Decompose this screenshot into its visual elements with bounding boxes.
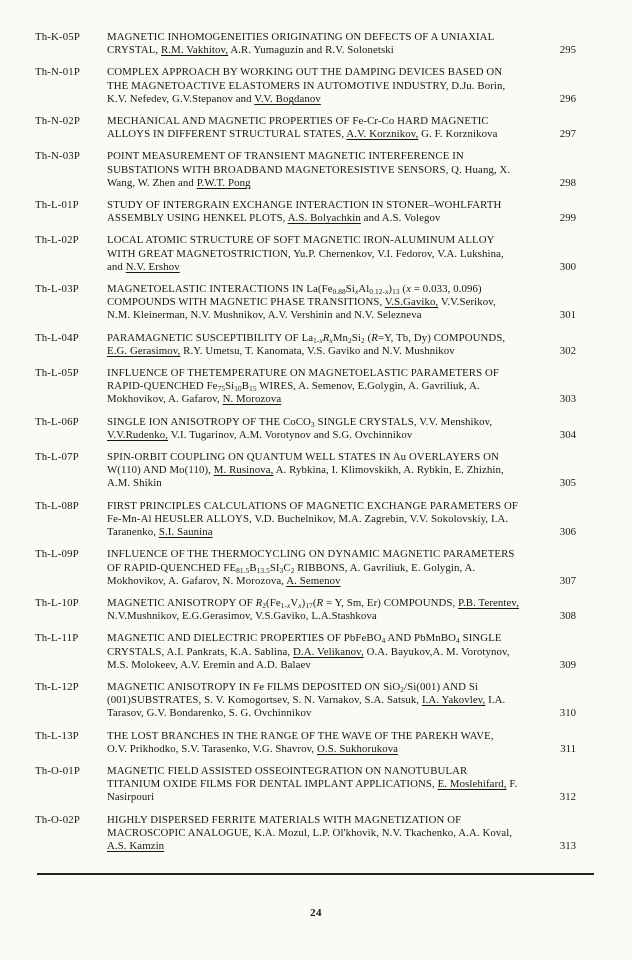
entry-code: Th-L-11P: [35, 632, 79, 645]
entry-page-number: 301: [559, 309, 576, 322]
entry-code: Th-L-08P: [35, 499, 79, 512]
toc-entry: [35, 234, 576, 274]
entry-code: Th-L-09P: [35, 548, 79, 561]
entry-code: Th-O-01P: [35, 764, 80, 777]
toc-list: [35, 31, 576, 862]
entry-code: Th-L-03P: [35, 283, 79, 296]
entry-code: Th-L-05P: [35, 367, 79, 380]
toc-entry: [35, 730, 576, 756]
toc-entry: [35, 500, 576, 540]
entry-text: THE LOST BRANCHES IN THE RANGE OF THE WAVE OF THE PAREKH WAVE, O.V. Prikhodko, S.V. Tarasenko, V.G. Shavrov, O.S. Sukhorukova: [107, 729, 494, 755]
entry-code: Th-L-02P: [35, 234, 79, 247]
toc-entry: [35, 367, 576, 407]
toc-entry: [35, 814, 576, 854]
toc-entry: [35, 283, 576, 323]
entry-text: LOCAL ATOMIC STRUCTURE OF SOFT MAGNETIC IRON-ALUMINUM ALLOY WITH GREAT MAGNETOSTRICTION, Yu.P. Chernenkov, V.I. Fedorov, V.A. Lukshina, and N.V. Ershov: [107, 234, 504, 273]
entry-page-number: 310: [559, 707, 576, 720]
entry-text: MAGNETIC FIELD ASSISTED OSSEOINTEGRATION ON NANOTUBULAR TITANIUM OXIDE FILMS FOR DENTAL IMPLANT APPLICATIONS, E. Moslehifard, F. Nasirpouri: [107, 764, 518, 804]
entry-page-number: 313: [559, 839, 576, 852]
entry-text: MECHANICAL AND MAGNETIC PROPERTIES OF Fe-Cr-Co HARD MAGNETIC ALLOYS IN DIFFERENT STRUCTURAL STATES, A.V. Korznikov, G. F. Korznikova: [107, 115, 498, 141]
entry-code: Th-N-03P: [35, 150, 80, 163]
toc-entry: [35, 115, 576, 141]
entry-code: Th-O-02P: [35, 813, 80, 826]
entry-code: Th-L-13P: [35, 729, 79, 742]
entry-page-number: 295: [559, 44, 576, 57]
entry-text: SPIN-ORBIT COUPLING ON QUANTUM WELL STATES IN Au OVERLAYERS ON W(110) AND Mo(110), M. Rusinova, A. Rybkina, I. Klimovskikh, A. Rybkin, E. Zhizhin, A.M. Shikin: [107, 451, 504, 490]
toc-entry: [35, 765, 576, 805]
entry-code: Th-N-02P: [35, 115, 80, 128]
toc-entry: [35, 31, 576, 57]
entry-page-number: 309: [559, 658, 576, 671]
entry-page-number: 298: [559, 176, 576, 189]
entry-text: FIRST PRINCIPLES CALCULATIONS OF MAGNETIC EXCHANGE PARAMETERS OF Fe-Mn-Al HEUSLER ALLOYS, V.D. Buchelnikov, M.A. Zagrebin, V.V. Sokolovskiy, I.A. Taranenko, S.I. Saunina: [107, 499, 519, 539]
entry-text: HIGHLY DISPERSED FERRITE MATERIALS WITH MAGNETIZATION OF MACROSCOPIC ANALOGUE, K.A. Mozul, L.P. Ol'khovik, N.V. Tkachenko, A.A. Koval, A.S. Kamzin: [107, 813, 513, 852]
footer-rule: [37, 873, 594, 875]
entry-page-number: 308: [559, 610, 576, 623]
toc-entry: [35, 681, 576, 721]
entry-page-number: 306: [559, 526, 576, 539]
toc-entry: [35, 150, 576, 190]
entry-page-number: 307: [559, 574, 576, 587]
toc-entry: [35, 332, 576, 358]
entry-code: Th-L-10P: [35, 596, 79, 609]
entry-text: SINGLE ION ANISOTROPY OF THE CoCO$_3$ SINGLE CRYSTALS, V.V. Menshikov, V.V.Rudenko, V.I. Tugarinov, A.M. Vorotynov and S.G. Ovchinnikov: [107, 415, 493, 441]
entry-page-number: 312: [559, 791, 576, 804]
entry-code: Th-L-07P: [35, 451, 79, 464]
toc-entry: [35, 66, 576, 106]
entry-text: MAGNETIC ANISOTROPY IN Fe FILMS DEPOSITED ON SiO$_2$/Si(001) AND Si (001)SUBSTRATES, S. V. Komogortsev, S. N. Varnakov, S.A. Satsuk, I.A. Yakovlev, I.A. Tarasov, G.V. Bondarenko, S. G. Ovchinnikov: [107, 680, 506, 720]
entry-text: COMPLEX APPROACH BY WORKING OUT THE DAMPING DEVICES BASED ON THE MAGNETOACTIVE ELASTOMERS IN AUTOMOTIVE INDUSTRY, D.Ju. Borin, K.V. Nefedev, G.V.Stepanov and V.V. Bogdanov: [107, 66, 506, 105]
toc-entry: [35, 548, 576, 588]
entry-page-number: 296: [559, 92, 576, 105]
toc-entry: [35, 416, 576, 442]
entry-text: POINT MEASUREMENT OF TRANSIENT MAGNETIC INTERFERENCE IN SUBSTATIONS WITH BROADBAND MAGNETORESISTIVE SENSORS, Q. Huang, X. Wang, W. Zhen and P.W.T. Pong: [107, 150, 511, 189]
toc-entry: [35, 199, 576, 225]
entry-page-number: 305: [559, 477, 576, 490]
entry-code: Th-K-05P: [35, 31, 80, 43]
entry-code: Th-L-12P: [35, 680, 79, 693]
entry-text: PARAMAGNETIC SUSCEPTIBILITY OF $La_{1-x}R_xMn_2Si_2$ (R=Y, Tb, Dy) COMPOUNDS, E.G. Gerasimov, R.Y. Umetsu, T. Kanomata, V.S. Gaviko and N.V. Mushnikov: [107, 331, 506, 357]
entry-page-number: 303: [559, 393, 576, 406]
entry-page-number: 311: [560, 742, 576, 755]
entry-code: Th-N-01P: [35, 66, 80, 79]
entry-page-number: 304: [559, 428, 576, 441]
entry-code: Th-L-04P: [35, 331, 79, 344]
entry-page-number: 297: [559, 128, 576, 141]
page-number: 24: [310, 907, 322, 919]
entry-text: MAGNETIC INHOMOGENEITIES ORIGINATING ON DEFECTS OF A UNIAXIAL CRYSTAL, R.M. Vakhitov, A.R. Yumaguzin and R.V. Solonetski: [107, 31, 495, 57]
entry-text: INFLUENCE OF THE THERMOCYCLING ON DYNAMIC MAGNETIC PARAMETERS OF RAPID-QUENCHED $FE_{81.5}B_{13.5}SI_3C_2$ RIBBONS, A. Gavriliuk, E. Golygin, A. Mokhovikov, A. Gafarov, N. Morozova, A. Semenov: [107, 548, 515, 587]
entry-code: Th-L-06P: [35, 415, 79, 428]
entry-code: Th-L-01P: [35, 199, 79, 212]
entry-text: MAGNETIC AND DIELECTRIC PROPERTIES OF PbFeBO$_4$ AND PbMnBO$_4$ SINGLE CRYSTALS, A.I. Pankrats, K.A. Sablina, D.A. Velikanov, O.A. Bayukov,A. M. Vorotynov, M.S. Molokeev, A.V. Eremin and A.D. Balaev: [107, 632, 510, 671]
entry-page-number: 299: [559, 212, 576, 225]
toc-entry: [35, 597, 576, 623]
entry-page-number: 300: [559, 260, 576, 273]
toc-entry: [35, 451, 576, 491]
entry-page-number: 302: [559, 344, 576, 357]
entry-text: MAGNETOELASTIC INTERACTIONS IN $La(Fe_{0.88}Si_xAl_{0.12-x})_{13}$ (x = 0.033, 0.096) COMPOUNDS WITH MAGNETIC PHASE TRANSITIONS, V.S.Gaviko, V.V.Serikov, N.M. Kleinerman, N.V. Mushnikov, A.V. Vershinin and N.V. Selezneva: [107, 283, 496, 322]
entry-text: STUDY OF INTERGRAIN EXCHANGE INTERACTION IN STONER–WOHLFARTH ASSEMBLY USING HENKEL PLOTS, A.S. Bolyachkin and A.S. Volegov: [107, 199, 502, 225]
entry-text: INFLUENCE OF THETEMPERATURE ON MAGNETOELASTIC PARAMETERS OF RAPID-QUENCHED $Fe_{75}Si_{10}B_{15}$ WIRES, A. Semenov, E.Golygin, A. Gavriliuk, A. Mokhovikov, A. Gafarov, N. Morozova: [107, 367, 500, 406]
entry-text: MAGNETIC ANISOTROPY OF $R_2(Fe_{1-x}V_x)_{17}(R = Y$, Sm, Er) COMPOUNDS, P.B. Terentev, N.V.Mushnikov, E.G.Gerasimov, V.S.Gaviko, L.A.Stashkova: [107, 596, 520, 623]
toc-entry: [35, 632, 576, 672]
